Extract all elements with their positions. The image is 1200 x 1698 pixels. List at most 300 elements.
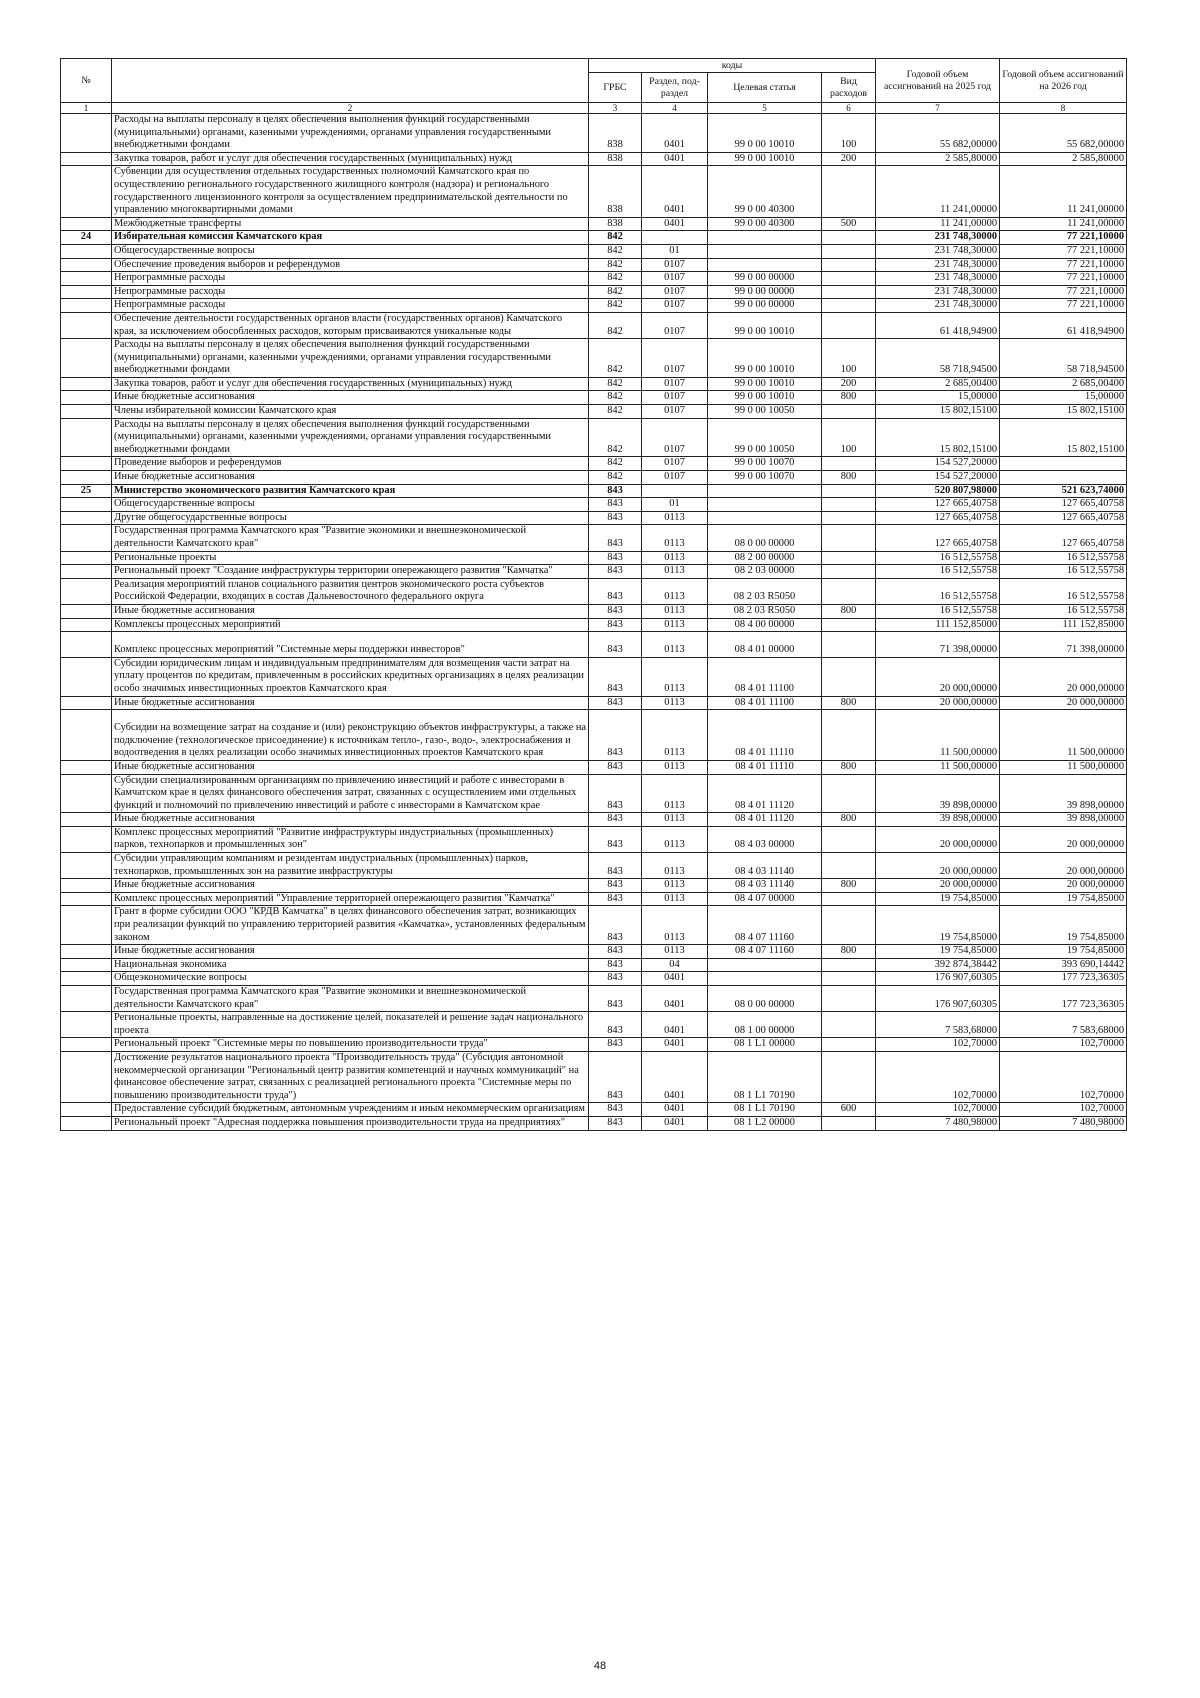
row-kind bbox=[822, 484, 876, 498]
row-kind bbox=[822, 565, 876, 579]
row-number bbox=[61, 391, 112, 405]
row-target: 08 4 03 11140 bbox=[708, 853, 822, 879]
row-number bbox=[61, 578, 112, 604]
row-name: Государственная программа Камчатского края "Развитие экономики и внешнеэкономической деятельности Камчатского края" bbox=[112, 986, 589, 1012]
row-number bbox=[61, 618, 112, 632]
table-row bbox=[61, 312, 1127, 338]
row-section: 01 bbox=[642, 498, 708, 512]
row-section: 0107 bbox=[642, 405, 708, 419]
row-section: 0113 bbox=[642, 578, 708, 604]
row-section: 0107 bbox=[642, 339, 708, 378]
row-grbs: 842 bbox=[589, 471, 642, 485]
row-section: 0107 bbox=[642, 391, 708, 405]
row-amount-2025: 102,70000 bbox=[876, 1038, 1000, 1052]
table-row bbox=[61, 498, 1127, 512]
row-amount-2026: 20 000,00000 bbox=[1000, 879, 1127, 893]
row-amount-2025: 392 874,38442 bbox=[876, 958, 1000, 972]
row-kind: 800 bbox=[822, 391, 876, 405]
row-section: 0113 bbox=[642, 525, 708, 551]
table-row bbox=[61, 299, 1127, 313]
row-grbs: 843 bbox=[589, 1012, 642, 1038]
row-kind bbox=[822, 244, 876, 258]
row-name: Другие общегосударственные вопросы bbox=[112, 511, 589, 525]
row-amount-2026 bbox=[1000, 457, 1127, 471]
row-grbs: 843 bbox=[589, 657, 642, 696]
row-number bbox=[61, 244, 112, 258]
row-amount-2026: 19 754,85000 bbox=[1000, 892, 1127, 906]
row-name: Расходы на выплаты персоналу в целях обеспечения выполнения функций государственными (муниципальными) органами, казенными учреждениями, органами управления государственными внебюджетными фондами bbox=[112, 114, 589, 153]
row-amount-2025: 102,70000 bbox=[876, 1051, 1000, 1102]
row-grbs: 843 bbox=[589, 826, 642, 852]
row-section: 0401 bbox=[642, 152, 708, 166]
row-section: 0107 bbox=[642, 457, 708, 471]
row-amount-2026: 58 718,94500 bbox=[1000, 339, 1127, 378]
table-row bbox=[61, 578, 1127, 604]
row-amount-2026: 2 685,00400 bbox=[1000, 377, 1127, 391]
row-amount-2026: 102,70000 bbox=[1000, 1038, 1127, 1052]
row-name: Иные бюджетные ассигнования bbox=[112, 471, 589, 485]
row-amount-2025: 231 748,30000 bbox=[876, 258, 1000, 272]
row-number bbox=[61, 511, 112, 525]
row-kind bbox=[822, 231, 876, 245]
row-section: 0107 bbox=[642, 299, 708, 313]
row-amount-2025: 231 748,30000 bbox=[876, 285, 1000, 299]
row-grbs: 838 bbox=[589, 152, 642, 166]
row-amount-2025: 102,70000 bbox=[876, 1103, 1000, 1117]
row-section: 0113 bbox=[642, 774, 708, 813]
row-number bbox=[61, 696, 112, 710]
row-target: 08 0 00 00000 bbox=[708, 986, 822, 1012]
row-kind bbox=[822, 166, 876, 217]
row-target bbox=[708, 972, 822, 986]
row-amount-2025: 2 685,00400 bbox=[876, 377, 1000, 391]
header-2026: Годовой объем ассигнований на 2026 год bbox=[1000, 59, 1127, 103]
row-name: Региональный проект "Адресная поддержка повышения производительности труда на предприятиях" bbox=[112, 1116, 589, 1130]
row-target: 08 4 01 11110 bbox=[708, 760, 822, 774]
row-section: 0113 bbox=[642, 604, 708, 618]
row-amount-2026: 177 723,36305 bbox=[1000, 972, 1127, 986]
row-kind bbox=[822, 457, 876, 471]
row-name: Расходы на выплаты персоналу в целях обеспечения выполнения функций государственными (муниципальными) органами, казенными учреждениями, органами управления государственными внебюджетными фондами bbox=[112, 339, 589, 378]
row-amount-2026: 2 585,80000 bbox=[1000, 152, 1127, 166]
row-kind bbox=[822, 986, 876, 1012]
row-name: Общегосударственные вопросы bbox=[112, 498, 589, 512]
row-name: Иные бюджетные ассигнования bbox=[112, 813, 589, 827]
row-grbs: 843 bbox=[589, 604, 642, 618]
row-number bbox=[61, 853, 112, 879]
row-name: Субсидии на возмещение затрат на создание и (или) реконструкцию объектов инфраструктуры, а также на подключение (технологическое присоединение) к источникам тепло-, газо-, водо-, электроснабжения и водоотведения в целях реализации особо значимых инвестиционных проектов Камчатского края bbox=[112, 710, 589, 761]
row-section: 0113 bbox=[642, 879, 708, 893]
row-number bbox=[61, 1103, 112, 1117]
row-name: Избирательная комиссия Камчатского края bbox=[112, 231, 589, 245]
row-number bbox=[61, 604, 112, 618]
table-row bbox=[61, 1012, 1127, 1038]
row-amount-2025: 61 418,94900 bbox=[876, 312, 1000, 338]
row-amount-2025: 231 748,30000 bbox=[876, 231, 1000, 245]
row-amount-2025: 20 000,00000 bbox=[876, 696, 1000, 710]
row-grbs: 843 bbox=[589, 618, 642, 632]
row-section: 04 bbox=[642, 958, 708, 972]
row-name: Комплекс процессных мероприятий "Управление территорией опережающего развития "Камчатка" bbox=[112, 892, 589, 906]
table-row bbox=[61, 774, 1127, 813]
row-amount-2026: 19 754,85000 bbox=[1000, 945, 1127, 959]
row-target: 08 1 L2 00000 bbox=[708, 1116, 822, 1130]
table-row bbox=[61, 166, 1127, 217]
row-amount-2026: 7 480,98000 bbox=[1000, 1116, 1127, 1130]
row-kind bbox=[822, 710, 876, 761]
row-amount-2026: 127 665,40758 bbox=[1000, 525, 1127, 551]
row-number bbox=[61, 986, 112, 1012]
table-row bbox=[61, 272, 1127, 286]
row-grbs: 842 bbox=[589, 405, 642, 419]
row-grbs: 843 bbox=[589, 986, 642, 1012]
row-grbs: 842 bbox=[589, 339, 642, 378]
row-kind bbox=[822, 1051, 876, 1102]
table-row bbox=[61, 551, 1127, 565]
row-amount-2025: 176 907,60305 bbox=[876, 972, 1000, 986]
row-amount-2026: 7 583,68000 bbox=[1000, 1012, 1127, 1038]
header-target: Целевая статья bbox=[708, 73, 822, 103]
row-grbs: 843 bbox=[589, 813, 642, 827]
row-target: 08 2 03 R5050 bbox=[708, 578, 822, 604]
row-target: 08 1 L1 70190 bbox=[708, 1051, 822, 1102]
row-amount-2025: 7 583,68000 bbox=[876, 1012, 1000, 1038]
table-row bbox=[61, 1116, 1127, 1130]
row-grbs: 842 bbox=[589, 457, 642, 471]
table-row bbox=[61, 377, 1127, 391]
row-name: Комплексы процессных мероприятий bbox=[112, 618, 589, 632]
row-name: Субсидии специализированным организациям по привлечению инвестиций и работе с инвесторами в Камчатском крае в целях финансового обеспечения затрат, связанных с осуществлением ими отдельных функций и полномочий по привлечению инвестиций и работе с инвесторами в Камчатском крае bbox=[112, 774, 589, 813]
row-kind: 100 bbox=[822, 418, 876, 457]
row-amount-2026: 39 898,00000 bbox=[1000, 774, 1127, 813]
row-section: 0401 bbox=[642, 1116, 708, 1130]
row-amount-2025: 20 000,00000 bbox=[876, 879, 1000, 893]
row-name: Иные бюджетные ассигнования bbox=[112, 945, 589, 959]
row-kind bbox=[822, 1012, 876, 1038]
row-grbs: 843 bbox=[589, 1103, 642, 1117]
row-grbs: 843 bbox=[589, 632, 642, 658]
row-amount-2026: 127 665,40758 bbox=[1000, 511, 1127, 525]
row-amount-2025: 19 754,85000 bbox=[876, 892, 1000, 906]
row-target: 99 0 00 10010 bbox=[708, 391, 822, 405]
row-number bbox=[61, 377, 112, 391]
row-kind bbox=[822, 1038, 876, 1052]
row-name: Закупка товаров, работ и услуг для обеспечения государственных (муниципальных) нужд bbox=[112, 377, 589, 391]
row-amount-2026: 177 723,36305 bbox=[1000, 986, 1127, 1012]
table-row bbox=[61, 285, 1127, 299]
row-target: 08 1 L1 00000 bbox=[708, 1038, 822, 1052]
row-amount-2025: 39 898,00000 bbox=[876, 774, 1000, 813]
row-target: 99 0 00 10010 bbox=[708, 312, 822, 338]
row-section: 0113 bbox=[642, 945, 708, 959]
row-target: 08 1 L1 70190 bbox=[708, 1103, 822, 1117]
row-number bbox=[61, 272, 112, 286]
row-amount-2026: 16 512,55758 bbox=[1000, 578, 1127, 604]
row-section: 0401 bbox=[642, 986, 708, 1012]
row-name: Иные бюджетные ассигнования bbox=[112, 696, 589, 710]
table-row bbox=[61, 457, 1127, 471]
table-row bbox=[61, 565, 1127, 579]
row-target: 08 4 07 11160 bbox=[708, 906, 822, 945]
row-target: 08 4 01 00000 bbox=[708, 632, 822, 658]
row-section: 0113 bbox=[642, 551, 708, 565]
table-row bbox=[61, 525, 1127, 551]
row-name: Обеспечение деятельности государственных органов власти (государственных органов) Камчатского края, за исключением обособленных расходов, которым присваиваются уникальные коды bbox=[112, 312, 589, 338]
colnum-5: 5 bbox=[708, 103, 822, 114]
row-section: 0107 bbox=[642, 285, 708, 299]
row-target bbox=[708, 258, 822, 272]
row-name: Комплекс процессных мероприятий "Развитие инфраструктуры индустриальных (промышленных) парков, технопарков и промышленных зон" bbox=[112, 826, 589, 852]
row-amount-2025: 16 512,55758 bbox=[876, 578, 1000, 604]
row-number bbox=[61, 551, 112, 565]
row-amount-2026: 11 241,00000 bbox=[1000, 166, 1127, 217]
row-grbs: 838 bbox=[589, 166, 642, 217]
row-grbs: 843 bbox=[589, 710, 642, 761]
table-row bbox=[61, 217, 1127, 231]
row-grbs: 843 bbox=[589, 760, 642, 774]
row-section bbox=[642, 484, 708, 498]
row-amount-2025: 154 527,20000 bbox=[876, 457, 1000, 471]
row-section: 0113 bbox=[642, 892, 708, 906]
row-name: Достижение результатов национального проекта "Производительность труда" (Субсидия автономной некоммерческой организации "Региональный центр развития компетенций и научных коммуникаций" на финансовое обеспечение затрат, связанных с реализацией регионального проекта "Системные меры по повышению производительности труда") bbox=[112, 1051, 589, 1102]
row-kind bbox=[822, 853, 876, 879]
row-number bbox=[61, 813, 112, 827]
row-number bbox=[61, 958, 112, 972]
row-amount-2026: 77 221,10000 bbox=[1000, 299, 1127, 313]
row-name: Региональные проекты, направленные на достижение целей, показателей и решение задач национального проекта bbox=[112, 1012, 589, 1038]
header-number: № bbox=[61, 59, 112, 103]
row-section: 0113 bbox=[642, 813, 708, 827]
table-row bbox=[61, 696, 1127, 710]
row-section: 0107 bbox=[642, 471, 708, 485]
row-number bbox=[61, 299, 112, 313]
row-target: 08 4 03 11140 bbox=[708, 879, 822, 893]
row-kind bbox=[822, 405, 876, 419]
table-row bbox=[61, 618, 1127, 632]
colnum-2: 2 bbox=[112, 103, 589, 114]
row-amount-2026: 102,70000 bbox=[1000, 1103, 1127, 1117]
row-amount-2026: 16 512,55758 bbox=[1000, 565, 1127, 579]
table-row bbox=[61, 1038, 1127, 1052]
row-section: 0113 bbox=[642, 710, 708, 761]
row-amount-2025: 11 500,00000 bbox=[876, 760, 1000, 774]
row-section: 01 bbox=[642, 244, 708, 258]
row-amount-2026: 11 500,00000 bbox=[1000, 760, 1127, 774]
row-name: Субвенции для осуществления отдельных государственных полномочий Камчатского края по осуществлению регионального государственного жилищного контроля (надзора) и регионального государственного лицензионного контроля за осуществлением предпринимательской деятельности по управлению многоквартирными домами bbox=[112, 166, 589, 217]
row-amount-2025: 20 000,00000 bbox=[876, 826, 1000, 852]
row-kind bbox=[822, 906, 876, 945]
row-amount-2025: 231 748,30000 bbox=[876, 299, 1000, 313]
row-kind bbox=[822, 774, 876, 813]
row-amount-2025: 2 585,80000 bbox=[876, 152, 1000, 166]
row-amount-2025: 127 665,40758 bbox=[876, 511, 1000, 525]
table-row bbox=[61, 339, 1127, 378]
row-number bbox=[61, 906, 112, 945]
row-target: 08 4 01 11100 bbox=[708, 696, 822, 710]
row-grbs: 842 bbox=[589, 244, 642, 258]
row-amount-2026: 11 241,00000 bbox=[1000, 217, 1127, 231]
row-target: 08 4 01 11100 bbox=[708, 657, 822, 696]
page-number: 48 bbox=[593, 1660, 607, 1672]
table-row bbox=[61, 114, 1127, 153]
table-row bbox=[61, 632, 1127, 658]
row-amount-2025: 20 000,00000 bbox=[876, 657, 1000, 696]
row-section: 0401 bbox=[642, 972, 708, 986]
row-number bbox=[61, 760, 112, 774]
budget-table bbox=[60, 58, 1127, 1131]
row-amount-2026: 15,00000 bbox=[1000, 391, 1127, 405]
table-row bbox=[61, 879, 1127, 893]
row-kind: 800 bbox=[822, 945, 876, 959]
row-amount-2026: 111 152,85000 bbox=[1000, 618, 1127, 632]
row-target: 08 4 01 11120 bbox=[708, 774, 822, 813]
row-target bbox=[708, 958, 822, 972]
row-name: Национальная экономика bbox=[112, 958, 589, 972]
table-row bbox=[61, 853, 1127, 879]
row-grbs: 843 bbox=[589, 1051, 642, 1102]
row-amount-2026: 77 221,10000 bbox=[1000, 272, 1127, 286]
row-amount-2026: 77 221,10000 bbox=[1000, 258, 1127, 272]
table-row bbox=[61, 258, 1127, 272]
table-row bbox=[61, 945, 1127, 959]
table-row bbox=[61, 231, 1127, 245]
row-amount-2025: 154 527,20000 bbox=[876, 471, 1000, 485]
row-grbs: 842 bbox=[589, 312, 642, 338]
row-grbs: 842 bbox=[589, 272, 642, 286]
row-target: 99 0 00 00000 bbox=[708, 285, 822, 299]
row-name: Общегосударственные вопросы bbox=[112, 244, 589, 258]
row-number bbox=[61, 1012, 112, 1038]
row-section: 0401 bbox=[642, 217, 708, 231]
row-grbs: 842 bbox=[589, 285, 642, 299]
row-kind bbox=[822, 1116, 876, 1130]
row-grbs: 843 bbox=[589, 511, 642, 525]
row-name: Иные бюджетные ассигнования bbox=[112, 391, 589, 405]
row-target: 99 0 00 10070 bbox=[708, 457, 822, 471]
table-row bbox=[61, 813, 1127, 827]
row-number bbox=[61, 471, 112, 485]
row-kind: 100 bbox=[822, 339, 876, 378]
row-kind: 200 bbox=[822, 152, 876, 166]
row-number bbox=[61, 657, 112, 696]
row-number bbox=[61, 152, 112, 166]
row-section: 0107 bbox=[642, 312, 708, 338]
row-name: Региональные проекты bbox=[112, 551, 589, 565]
row-amount-2025: 11 241,00000 bbox=[876, 217, 1000, 231]
row-grbs: 843 bbox=[589, 484, 642, 498]
row-amount-2025: 16 512,55758 bbox=[876, 565, 1000, 579]
row-kind bbox=[822, 272, 876, 286]
row-amount-2026: 393 690,14442 bbox=[1000, 958, 1127, 972]
row-grbs: 842 bbox=[589, 299, 642, 313]
table-row bbox=[61, 418, 1127, 457]
row-grbs: 843 bbox=[589, 958, 642, 972]
row-amount-2026: 20 000,00000 bbox=[1000, 826, 1127, 852]
table-row bbox=[61, 657, 1127, 696]
row-number bbox=[61, 405, 112, 419]
table-row bbox=[61, 710, 1127, 761]
row-amount-2026: 20 000,00000 bbox=[1000, 696, 1127, 710]
colnum-8: 8 bbox=[1000, 103, 1127, 114]
row-amount-2026: 39 898,00000 bbox=[1000, 813, 1127, 827]
row-amount-2026: 15 802,15100 bbox=[1000, 405, 1127, 419]
row-section: 0113 bbox=[642, 618, 708, 632]
row-grbs: 843 bbox=[589, 565, 642, 579]
row-name: Закупка товаров, работ и услуг для обеспечения государственных (муниципальных) нужд bbox=[112, 152, 589, 166]
row-number bbox=[61, 1051, 112, 1102]
row-amount-2026: 77 221,10000 bbox=[1000, 285, 1127, 299]
row-target: 99 0 00 40300 bbox=[708, 166, 822, 217]
row-amount-2026 bbox=[1000, 471, 1127, 485]
row-kind bbox=[822, 657, 876, 696]
row-amount-2026: 16 512,55758 bbox=[1000, 604, 1127, 618]
header-name bbox=[112, 59, 589, 103]
row-name: Проведение выборов и референдумов bbox=[112, 457, 589, 471]
row-target: 08 4 01 11110 bbox=[708, 710, 822, 761]
row-grbs: 843 bbox=[589, 906, 642, 945]
row-amount-2026: 55 682,00000 bbox=[1000, 114, 1127, 153]
row-grbs: 842 bbox=[589, 391, 642, 405]
row-number bbox=[61, 632, 112, 658]
row-section: 0113 bbox=[642, 657, 708, 696]
row-kind bbox=[822, 551, 876, 565]
row-amount-2025: 15,00000 bbox=[876, 391, 1000, 405]
row-amount-2026: 77 221,10000 bbox=[1000, 231, 1127, 245]
row-name: Непрограммные расходы bbox=[112, 285, 589, 299]
row-number bbox=[61, 285, 112, 299]
row-section: 0107 bbox=[642, 377, 708, 391]
row-name: Комплекс процессных мероприятий "Системные меры поддержки инвесторов" bbox=[112, 632, 589, 658]
row-kind bbox=[822, 958, 876, 972]
row-name: Непрограммные расходы bbox=[112, 272, 589, 286]
row-grbs: 843 bbox=[589, 1038, 642, 1052]
colnum-6: 6 bbox=[822, 103, 876, 114]
row-name: Государственная программа Камчатского края "Развитие экономики и внешнеэкономической деятельности Камчатского края" bbox=[112, 525, 589, 551]
row-grbs: 843 bbox=[589, 525, 642, 551]
table-row bbox=[61, 471, 1127, 485]
row-kind: 600 bbox=[822, 1103, 876, 1117]
row-name: Предоставление субсидий бюджетным, автономным учреждениям и иным некоммерческим организациям bbox=[112, 1103, 589, 1117]
row-kind: 800 bbox=[822, 471, 876, 485]
row-name: Расходы на выплаты персоналу в целях обеспечения выполнения функций государственными (муниципальными) органами, казенными учреждениями, органами управления государственными внебюджетными фондами bbox=[112, 418, 589, 457]
row-amount-2025: 19 754,85000 bbox=[876, 906, 1000, 945]
row-kind bbox=[822, 632, 876, 658]
row-section: 0107 bbox=[642, 272, 708, 286]
row-number bbox=[61, 418, 112, 457]
row-number bbox=[61, 710, 112, 761]
row-kind bbox=[822, 525, 876, 551]
row-target: 99 0 00 10010 bbox=[708, 339, 822, 378]
row-target bbox=[708, 231, 822, 245]
row-name: Члены избирательной комиссии Камчатского края bbox=[112, 405, 589, 419]
header-2025: Годовой объем ассигнований на 2025 год bbox=[876, 59, 1000, 103]
header-section: Раздел, под-раздел bbox=[642, 73, 708, 103]
row-grbs: 843 bbox=[589, 774, 642, 813]
row-grbs: 838 bbox=[589, 114, 642, 153]
row-kind: 800 bbox=[822, 813, 876, 827]
row-target: 08 2 00 00000 bbox=[708, 551, 822, 565]
row-section: 0113 bbox=[642, 696, 708, 710]
row-target: 08 1 00 00000 bbox=[708, 1012, 822, 1038]
row-number bbox=[61, 166, 112, 217]
table-row bbox=[61, 760, 1127, 774]
row-amount-2025: 11 500,00000 bbox=[876, 710, 1000, 761]
row-amount-2026: 11 500,00000 bbox=[1000, 710, 1127, 761]
table-row bbox=[61, 1051, 1127, 1102]
row-kind bbox=[822, 972, 876, 986]
row-amount-2026: 77 221,10000 bbox=[1000, 244, 1127, 258]
row-number bbox=[61, 114, 112, 153]
